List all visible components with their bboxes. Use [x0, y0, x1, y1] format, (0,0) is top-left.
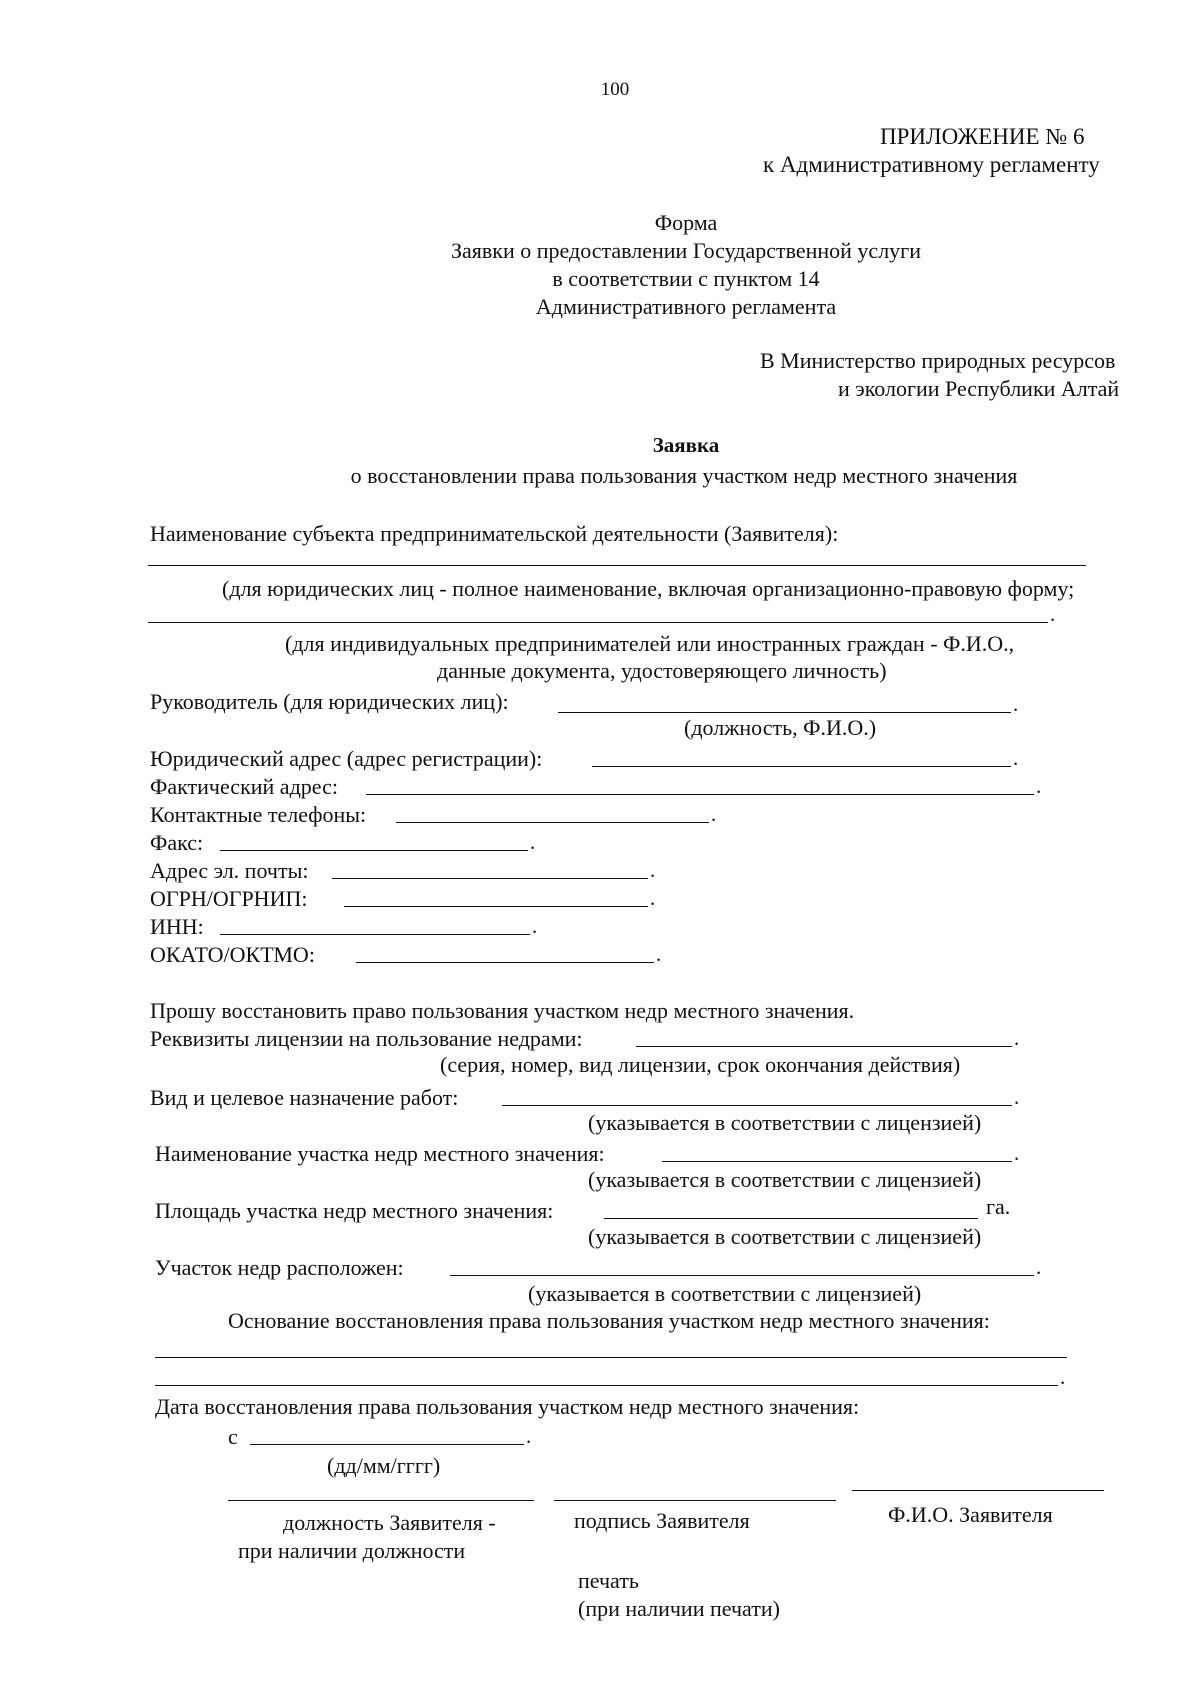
okato-label: ОКАТО/ОКТМО:	[150, 942, 315, 967]
stamp-label-2: (при наличии печати)	[578, 1596, 780, 1621]
license-label: Реквизиты лицензии на пользование недрами:	[150, 1026, 583, 1051]
period: .	[1014, 1141, 1020, 1165]
area-label: Площадь участка недр местного значения:	[155, 1198, 554, 1223]
fio-signature-line[interactable]	[852, 1490, 1104, 1491]
works-label: Вид и целевое назначение работ:	[150, 1085, 459, 1110]
applicant-name-label: Наименование субъекта предпринимательской деятельности (Заявителя):	[150, 521, 839, 546]
basis-field-2[interactable]	[155, 1385, 1058, 1386]
date-prefix: с	[228, 1424, 238, 1449]
addressee-line1: В Министерство природных ресурсов	[760, 348, 1116, 373]
actual-address-field[interactable]	[366, 794, 1034, 795]
basis-field-1[interactable]	[155, 1357, 1067, 1358]
request-statement: Прошу восстановить право пользования участком недр местного значения.	[150, 998, 855, 1023]
location-field[interactable]	[450, 1275, 1034, 1276]
application-title: Заявка	[652, 433, 720, 457]
addressee-line2: и экологии Республики Алтай	[838, 376, 1120, 401]
period: .	[530, 830, 536, 854]
form-heading-line3: в соответствии с пунктом 14	[552, 266, 820, 291]
location-hint: (указывается в соответствии с лицензией)	[528, 1281, 922, 1306]
ogrn-field[interactable]	[344, 906, 648, 907]
site-name-field[interactable]	[662, 1161, 1012, 1162]
ogrn-label: ОГРН/ОГРНИП:	[150, 886, 308, 911]
individual-hint-line1: (для индивидуальных предпринимателей или иностранных граждан - Ф.И.О.,	[285, 631, 1015, 656]
signature-line[interactable]	[554, 1500, 836, 1501]
individual-hint-line2: данные документа, удостоверяющего личность)	[437, 658, 887, 683]
head-label: Руководитель (для юридических лиц):	[150, 689, 509, 714]
period: .	[656, 942, 662, 966]
date-label: Дата восстановления права пользования участком недр местного значения:	[155, 1394, 860, 1419]
email-field[interactable]	[332, 878, 648, 879]
fio-label: Ф.И.О. Заявителя	[888, 1502, 1053, 1527]
signature-label: подпись Заявителя	[574, 1508, 750, 1533]
period: .	[711, 802, 717, 826]
license-field[interactable]	[636, 1046, 1012, 1047]
signature-position-label-2: при наличии должности	[238, 1538, 466, 1563]
appendix-title: ПРИЛОЖЕНИЕ № 6	[880, 124, 1085, 149]
period: .	[526, 1424, 532, 1448]
period: .	[1050, 602, 1056, 626]
inn-label: ИНН:	[150, 914, 204, 939]
page-number: 100	[600, 79, 630, 100]
period: .	[1014, 1026, 1020, 1050]
phones-field[interactable]	[396, 822, 709, 823]
application-subtitle: о восстановлении права пользования участком недр местного значения	[350, 463, 1018, 488]
period: .	[1060, 1365, 1066, 1389]
period: .	[1013, 692, 1019, 716]
site-name-hint: (указывается в соответствии с лицензией)	[588, 1167, 982, 1192]
legal-address-field[interactable]	[592, 766, 1011, 767]
appendix-subtitle: к Административному регламенту	[763, 152, 1100, 177]
phones-label: Контактные телефоны:	[150, 802, 367, 827]
works-hint: (указывается в соответствии с лицензией)	[588, 1110, 982, 1135]
applicant-name-field-2[interactable]	[148, 622, 1048, 623]
form-heading-line2: Заявки о предоставлении Государственной услуги	[451, 238, 921, 263]
form-heading-line1: Форма	[654, 210, 718, 235]
period: .	[650, 886, 656, 910]
fax-field[interactable]	[220, 850, 528, 851]
stamp-label-1: печать	[578, 1568, 639, 1593]
period: .	[1013, 746, 1019, 770]
works-field[interactable]	[502, 1105, 1012, 1106]
head-field[interactable]	[558, 712, 1011, 713]
area-field[interactable]	[604, 1218, 978, 1219]
period: .	[650, 858, 656, 882]
basis-label: Основание восстановления права пользования участком недр местного значения:	[228, 1308, 990, 1333]
position-signature-line[interactable]	[228, 1500, 534, 1501]
area-unit: га.	[986, 1194, 1011, 1219]
period: .	[1014, 1085, 1020, 1109]
period: .	[532, 914, 538, 938]
head-hint: (должность, Ф.И.О.)	[684, 715, 877, 740]
email-label: Адрес эл. почты:	[150, 858, 309, 883]
site-name-label: Наименование участка недр местного значения:	[155, 1141, 605, 1166]
form-heading-line4: Административного регламента	[535, 294, 837, 319]
legal-address-label: Юридический адрес (адрес регистрации):	[150, 746, 543, 771]
period: .	[1036, 774, 1042, 798]
inn-field[interactable]	[220, 934, 530, 935]
okato-field[interactable]	[356, 962, 654, 963]
legal-entity-hint: (для юридических лиц - полное наименование, включая организационно-правовую форму;	[222, 576, 1075, 601]
date-field[interactable]	[250, 1444, 524, 1445]
location-label: Участок недр расположен:	[155, 1255, 404, 1280]
area-hint: (указывается в соответствии с лицензией)	[588, 1224, 982, 1249]
date-hint: (дд/мм/гггг)	[327, 1453, 441, 1478]
signature-position-label-1: должность Заявителя -	[283, 1510, 496, 1535]
period: .	[1036, 1255, 1042, 1279]
fax-label: Факс:	[150, 830, 204, 855]
license-hint: (серия, номер, вид лицензии, срок окончания действия)	[440, 1052, 961, 1077]
actual-address-label: Фактический адрес:	[150, 774, 338, 799]
applicant-name-field[interactable]	[148, 565, 1086, 566]
